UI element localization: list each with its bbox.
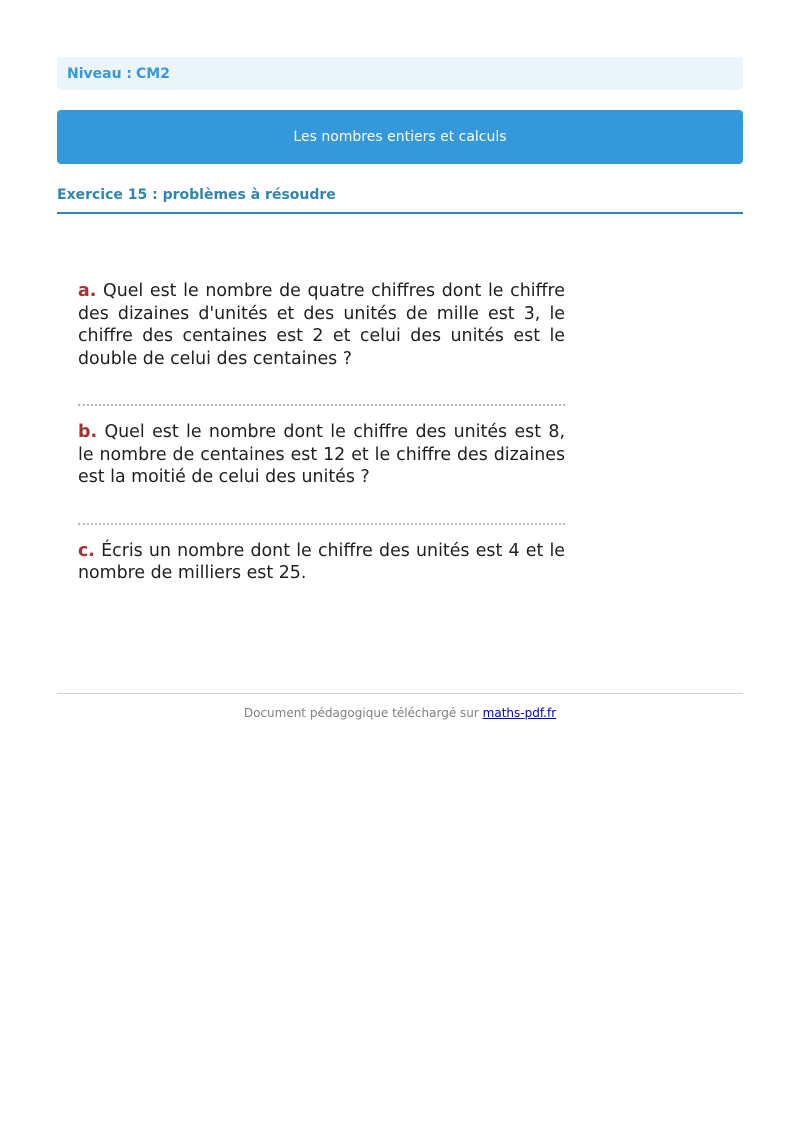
question-letter: a. [78, 281, 97, 301]
question-letter: c. [78, 540, 95, 561]
question-letter: b. [78, 422, 98, 442]
question-text: Écris un nombre dont le chiffre des unités est 4 et le nombre de milliers est 25. [78, 540, 565, 583]
exercise-content [78, 280, 565, 585]
exercise-title: Exercice 15 : problèmes à résoudre [57, 184, 743, 214]
question-a [78, 280, 565, 370]
question-c [78, 540, 565, 585]
question-text: Quel est le nombre dont le chiffre des unités est 8, le nombre de centaines est 12 et le chiffre des dizaines est la moitié de celui des unités ? [78, 422, 566, 487]
footer-divider [57, 693, 743, 694]
level-box [57, 57, 743, 90]
footer [57, 706, 743, 720]
topic-title: Les nombres entiers et calculs [293, 129, 507, 145]
level-label: Niveau : [67, 65, 133, 82]
question-b [78, 421, 565, 489]
footer-link[interactable]: maths-pdf.fr [482, 706, 557, 720]
footer-text: Document pédagogique téléchargé sur [243, 706, 479, 720]
level-value: CM2 [136, 65, 170, 82]
answer-line [78, 404, 565, 406]
topic-banner [57, 110, 743, 164]
question-text: Quel est le nombre de quatre chiffres dont le chiffre des dizaines d'unités et des unités de mille est 3, le chiffre des centaines est 2 et celui des unités est le double de celui des centaines ? [78, 281, 566, 369]
answer-line [78, 523, 565, 525]
